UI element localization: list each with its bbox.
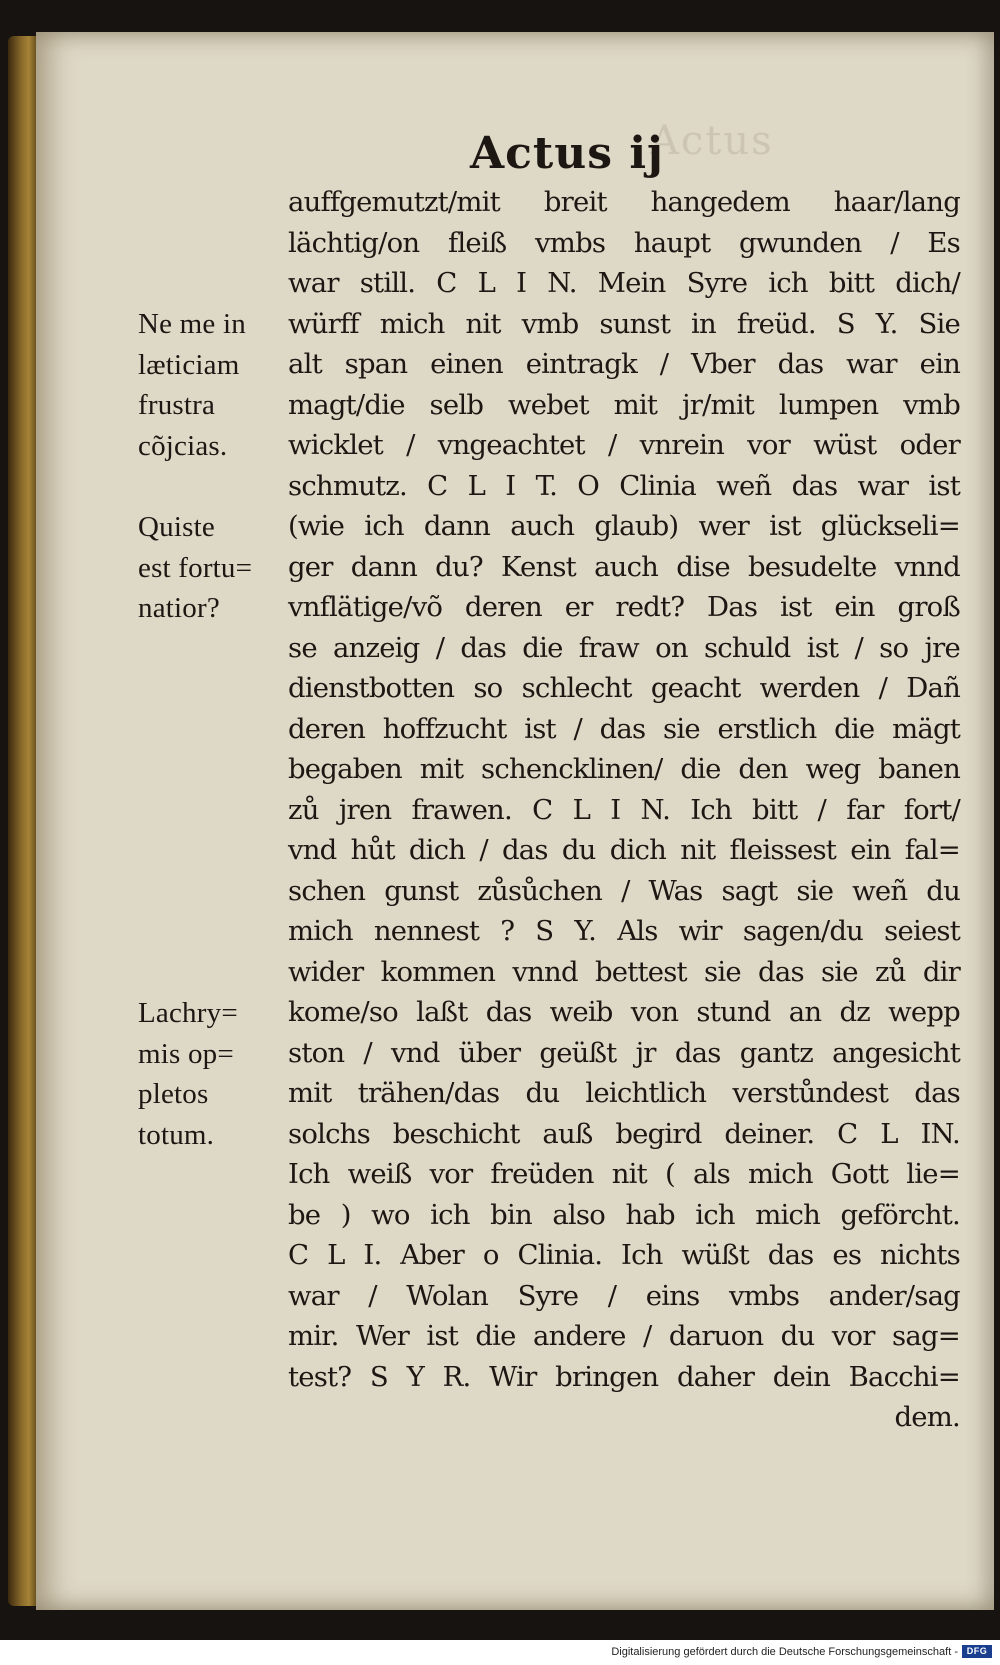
text-line: mir. Wer ist die andere / daruon du vor sag=: [288, 1320, 960, 1352]
text-line: wider kommen vnnd bettest sie das sie zů dir: [288, 955, 960, 988]
marginal-note-line: Lachry=: [138, 997, 238, 1029]
text-line: magt/die selb webet mit jr/mit lumpen vmb: [288, 388, 960, 421]
text-line: begaben mit schencklinen/ die den weg banen: [288, 753, 960, 785]
text-line: solchs beschicht auß begird deiner. C L IN.: [288, 1117, 960, 1150]
marginal-note-line: frustra: [138, 389, 216, 421]
text-line: wicklet / vngeachtet / vnrein vor wüst oder: [288, 429, 960, 461]
text-line: auffgemutzt/mit breit hangedem haar/lang: [288, 186, 960, 218]
marginal-note-line: pletos: [138, 1078, 209, 1110]
marginal-note-3: [138, 993, 283, 1155]
marginal-note-line: natior?: [138, 592, 220, 624]
text-line: deren hoffzucht ist / das sie erstlich die mägt: [288, 712, 960, 745]
text-line: be ) wo ich bin also hab ich mich geförcht.: [288, 1198, 960, 1231]
text-line: war still. C L I N. Mein Syre ich bitt dich/: [288, 267, 960, 299]
text-line: würff mich nit vmb sunst in freüd. S Y. Sie: [288, 307, 960, 340]
text-line: mit trähen/das du leichtlich verstůndest das: [288, 1077, 960, 1109]
text-line: kome/so laßt das weib von stund an dz wepp: [288, 996, 960, 1028]
marginal-note-1: [138, 304, 283, 466]
text-line: mich nennest ? S Y. Als wir sagen/du seiest: [288, 915, 960, 947]
text-line: se anzeig / das die fraw on schuld ist / so jre: [288, 631, 960, 664]
marginal-note-line: Ne me in: [138, 308, 246, 340]
marginal-note-line: mis op=: [138, 1037, 234, 1070]
marginal-note-line: Quiste: [138, 511, 215, 543]
text-line: Ich weiß vor freüden nit ( als mich Gott lie=: [288, 1158, 960, 1190]
dfg-logo: DFG: [962, 1645, 992, 1658]
text-line: schen gunst zůsůchen / Was sagt sie weñ du: [288, 874, 960, 907]
marginal-note-line: læticiam: [138, 348, 240, 381]
text-line: (wie ich dann auch glaub) wer ist glückseli=: [288, 510, 960, 542]
text-line: schmutz. C L I T. O Clinia weñ das war ist: [288, 469, 960, 502]
text-line: ger dann du? Kenst auch dise besudelte vnnd: [288, 550, 960, 583]
text-line: zů jren frawen. C L I N. Ich bitt / far fort/: [288, 793, 960, 826]
text-line: lächtig/on fleiß vmbs haupt gwunden / Es: [288, 226, 960, 259]
book-binding-edge: [8, 36, 38, 1606]
text-line: vnflätige/võ deren er redt? Das ist ein groß: [288, 591, 960, 623]
body-text-block: [288, 182, 960, 1438]
text-line: war / Wolan Syre / eins vmbs ander/sag: [288, 1279, 960, 1312]
text-line: dem.: [894, 1401, 960, 1433]
marginal-note-line: est fortu=: [138, 551, 253, 584]
bleed-through-heading: Actus: [650, 118, 774, 164]
text-line: dienstbotten so schlecht geacht werden / Dañ: [288, 672, 960, 704]
footer-bar: [0, 1640, 1000, 1665]
marginal-note-line: cõjcias.: [138, 429, 228, 462]
marginal-note-line: totum.: [138, 1118, 215, 1151]
running-head: Actus ij: [470, 128, 664, 179]
marginal-note-2: [138, 507, 283, 629]
text-line: vnd hůt dich / das du dich nit fleissest ein fal=: [288, 834, 960, 866]
text-line: ston / vnd über geüßt jr das gantz angesicht: [288, 1036, 960, 1069]
text-line: alt span einen eintragk / Vber das war ein: [288, 348, 960, 380]
digitization-credit: Digitalisierung gefördert durch die Deutsche Forschungsgemeinschaft -: [611, 1646, 958, 1658]
text-line: test? S Y R. Wir bringen daher dein Bacchi=: [288, 1360, 960, 1393]
text-line: C L I. Aber o Clinia. Ich wüßt das es nichts: [288, 1239, 960, 1271]
